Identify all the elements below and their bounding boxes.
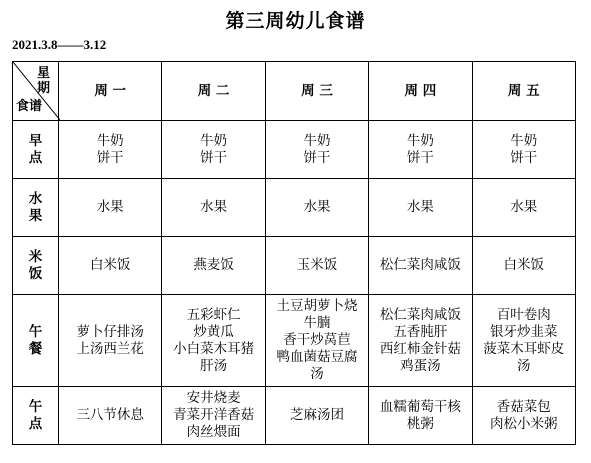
menu-item-line: 白米饭 bbox=[89, 257, 131, 273]
meal-label-char: 果 bbox=[28, 207, 43, 224]
menu-item-line: 燕麦饭 bbox=[193, 257, 234, 273]
menu-item-line: 五香肫肝 bbox=[393, 323, 448, 340]
menu-item-line: 饼干 bbox=[406, 149, 434, 166]
menu-item-line: 水果 bbox=[96, 199, 124, 215]
day-header-tue: 周 二 bbox=[162, 62, 265, 121]
menu-cell-breakfast-thu bbox=[369, 121, 472, 179]
meal-label-char: 午 bbox=[28, 398, 43, 415]
menu-item-line: 水果 bbox=[200, 199, 228, 215]
menu-cell-snack-mon bbox=[59, 387, 162, 445]
day-header-thu: 周 四 bbox=[369, 62, 472, 121]
menu-item-line: 汤 bbox=[310, 366, 324, 382]
meal-label-char: 水 bbox=[28, 190, 43, 207]
menu-item-line: 炒黄瓜 bbox=[193, 323, 234, 340]
menu-cell-rice-tue bbox=[162, 237, 265, 295]
meal-label-fruit bbox=[13, 179, 59, 237]
header-row bbox=[13, 62, 576, 121]
meal-label-char: 饭 bbox=[28, 265, 43, 282]
menu-cell-lunch-fri bbox=[472, 295, 575, 387]
menu-cell-rice-fri bbox=[472, 237, 575, 295]
meal-label-char: 餐 bbox=[28, 340, 43, 357]
meal-row-snack bbox=[13, 387, 576, 445]
menu-item-line: 饼干 bbox=[303, 149, 331, 166]
menu-item-line: 香干炒莴苣 bbox=[283, 332, 351, 348]
menu-item-line: 血糯葡萄干核 bbox=[379, 398, 461, 415]
meal-label-rice bbox=[13, 237, 59, 295]
page-title: 第三周幼儿食谱 bbox=[225, 10, 366, 32]
menu-item-line: 牛腩 bbox=[303, 315, 331, 331]
menu-cell-lunch-tue bbox=[162, 295, 265, 387]
meal-label-char: 午 bbox=[28, 323, 43, 340]
menu-cell-fruit-mon bbox=[59, 179, 162, 237]
menu-item-line: 饼干 bbox=[510, 149, 538, 166]
meal-label-char: 点 bbox=[28, 149, 43, 166]
corner-cell bbox=[13, 62, 59, 121]
meal-label-char: 早 bbox=[28, 132, 43, 149]
menu-cell-lunch-mon bbox=[59, 295, 162, 387]
day-header-fri: 周 五 bbox=[472, 62, 575, 121]
menu-item-line: 饼干 bbox=[200, 149, 228, 166]
menu-item-line: 白米饭 bbox=[503, 257, 545, 273]
menu-cell-snack-thu bbox=[369, 387, 472, 445]
menu-item-line: 牛奶 bbox=[200, 132, 228, 149]
meal-row-fruit bbox=[13, 179, 576, 237]
menu-item-line: 牛奶 bbox=[303, 132, 331, 149]
meal-row-rice bbox=[13, 237, 576, 295]
meal-row-breakfast bbox=[13, 121, 576, 179]
menu-item-line: 牛奶 bbox=[406, 132, 434, 149]
menu-item-line: 三八节休息 bbox=[76, 407, 144, 423]
menu-cell-breakfast-tue bbox=[162, 121, 265, 179]
menu-item-line: 百叶卷肉 bbox=[496, 306, 551, 323]
menu-cell-lunch-thu bbox=[369, 295, 472, 387]
menu-item-line: 西红柿金针菇 bbox=[379, 340, 461, 357]
meal-label-char: 点 bbox=[28, 415, 43, 432]
menu-cell-fruit-tue bbox=[162, 179, 265, 237]
menu-cell-fruit-fri bbox=[472, 179, 575, 237]
menu-item-line: 桃粥 bbox=[406, 415, 434, 432]
meal-label-snack bbox=[13, 387, 59, 445]
menu-cell-rice-thu bbox=[369, 237, 472, 295]
menu-item-line: 松仁菜肉咸饭 bbox=[379, 306, 461, 323]
menu-item-line: 牛奶 bbox=[96, 132, 124, 149]
date-range: 2021.3.8——3.12 bbox=[12, 37, 107, 52]
menu-cell-fruit-wed bbox=[265, 179, 368, 237]
menu-cell-rice-wed bbox=[265, 237, 368, 295]
menu-item-line: 牛奶 bbox=[510, 132, 538, 149]
meal-label-lunch bbox=[13, 295, 59, 387]
menu-cell-snack-fri bbox=[472, 387, 575, 445]
menu-item-line: 肝汤 bbox=[200, 357, 228, 374]
menu-item-line: 饼干 bbox=[96, 149, 124, 166]
menu-cell-breakfast-mon bbox=[59, 121, 162, 179]
menu-item-line: 鸭血菌菇豆腐 bbox=[276, 349, 358, 365]
menu-item-line: 肉丝煨面 bbox=[186, 424, 241, 440]
menu-item-line: 土豆胡萝卜烧 bbox=[276, 298, 358, 314]
menu-item-line: 鸡蛋汤 bbox=[400, 357, 441, 374]
menu-item-line: 汤 bbox=[517, 357, 531, 374]
menu-item-line: 上汤西兰花 bbox=[76, 340, 144, 357]
menu-cell-rice-mon bbox=[59, 237, 162, 295]
menu-cell-breakfast-fri bbox=[472, 121, 575, 179]
menu-item-line: 松仁菜肉咸饭 bbox=[379, 257, 461, 273]
meal-label-breakfast bbox=[13, 121, 59, 179]
meal-row-lunch bbox=[13, 295, 576, 387]
menu-item-line: 芝麻汤团 bbox=[289, 407, 344, 423]
menu-cell-breakfast-wed bbox=[265, 121, 368, 179]
day-header-mon: 周 一 bbox=[59, 62, 162, 121]
menu-cell-snack-wed bbox=[265, 387, 368, 445]
corner-label-top: 星 bbox=[37, 66, 51, 81]
menu-item-line: 安井烧麦 bbox=[186, 390, 241, 406]
corner-label-bottom: 食谱 bbox=[16, 99, 43, 114]
menu-cell-lunch-wed bbox=[265, 295, 368, 387]
corner-label-mid: 期 bbox=[37, 81, 51, 96]
menu-item-line: 五彩虾仁 bbox=[186, 306, 241, 323]
menu-item-line: 萝卜仔排汤 bbox=[76, 323, 144, 340]
menu-item-line: 香菇菜包 bbox=[496, 398, 551, 415]
menu-table bbox=[12, 61, 576, 445]
menu-item-line: 肉松小米粥 bbox=[490, 415, 558, 432]
menu-item-line: 小白菜木耳猪 bbox=[173, 340, 255, 357]
meal-label-char: 米 bbox=[28, 248, 43, 265]
menu-item-line: 玉米饭 bbox=[296, 257, 338, 273]
menu-item-line: 水果 bbox=[303, 199, 331, 215]
menu-item-line: 水果 bbox=[510, 199, 538, 215]
menu-item-line: 水果 bbox=[406, 199, 434, 215]
day-header-wed: 周 三 bbox=[265, 62, 368, 121]
menu-cell-fruit-thu bbox=[369, 179, 472, 237]
menu-cell-snack-tue bbox=[162, 387, 265, 445]
menu-item-line: 菠菜木耳虾皮 bbox=[483, 340, 565, 357]
menu-item-line: 银牙炒韭菜 bbox=[490, 323, 558, 340]
menu-item-line: 青菜开洋香菇 bbox=[173, 407, 255, 423]
